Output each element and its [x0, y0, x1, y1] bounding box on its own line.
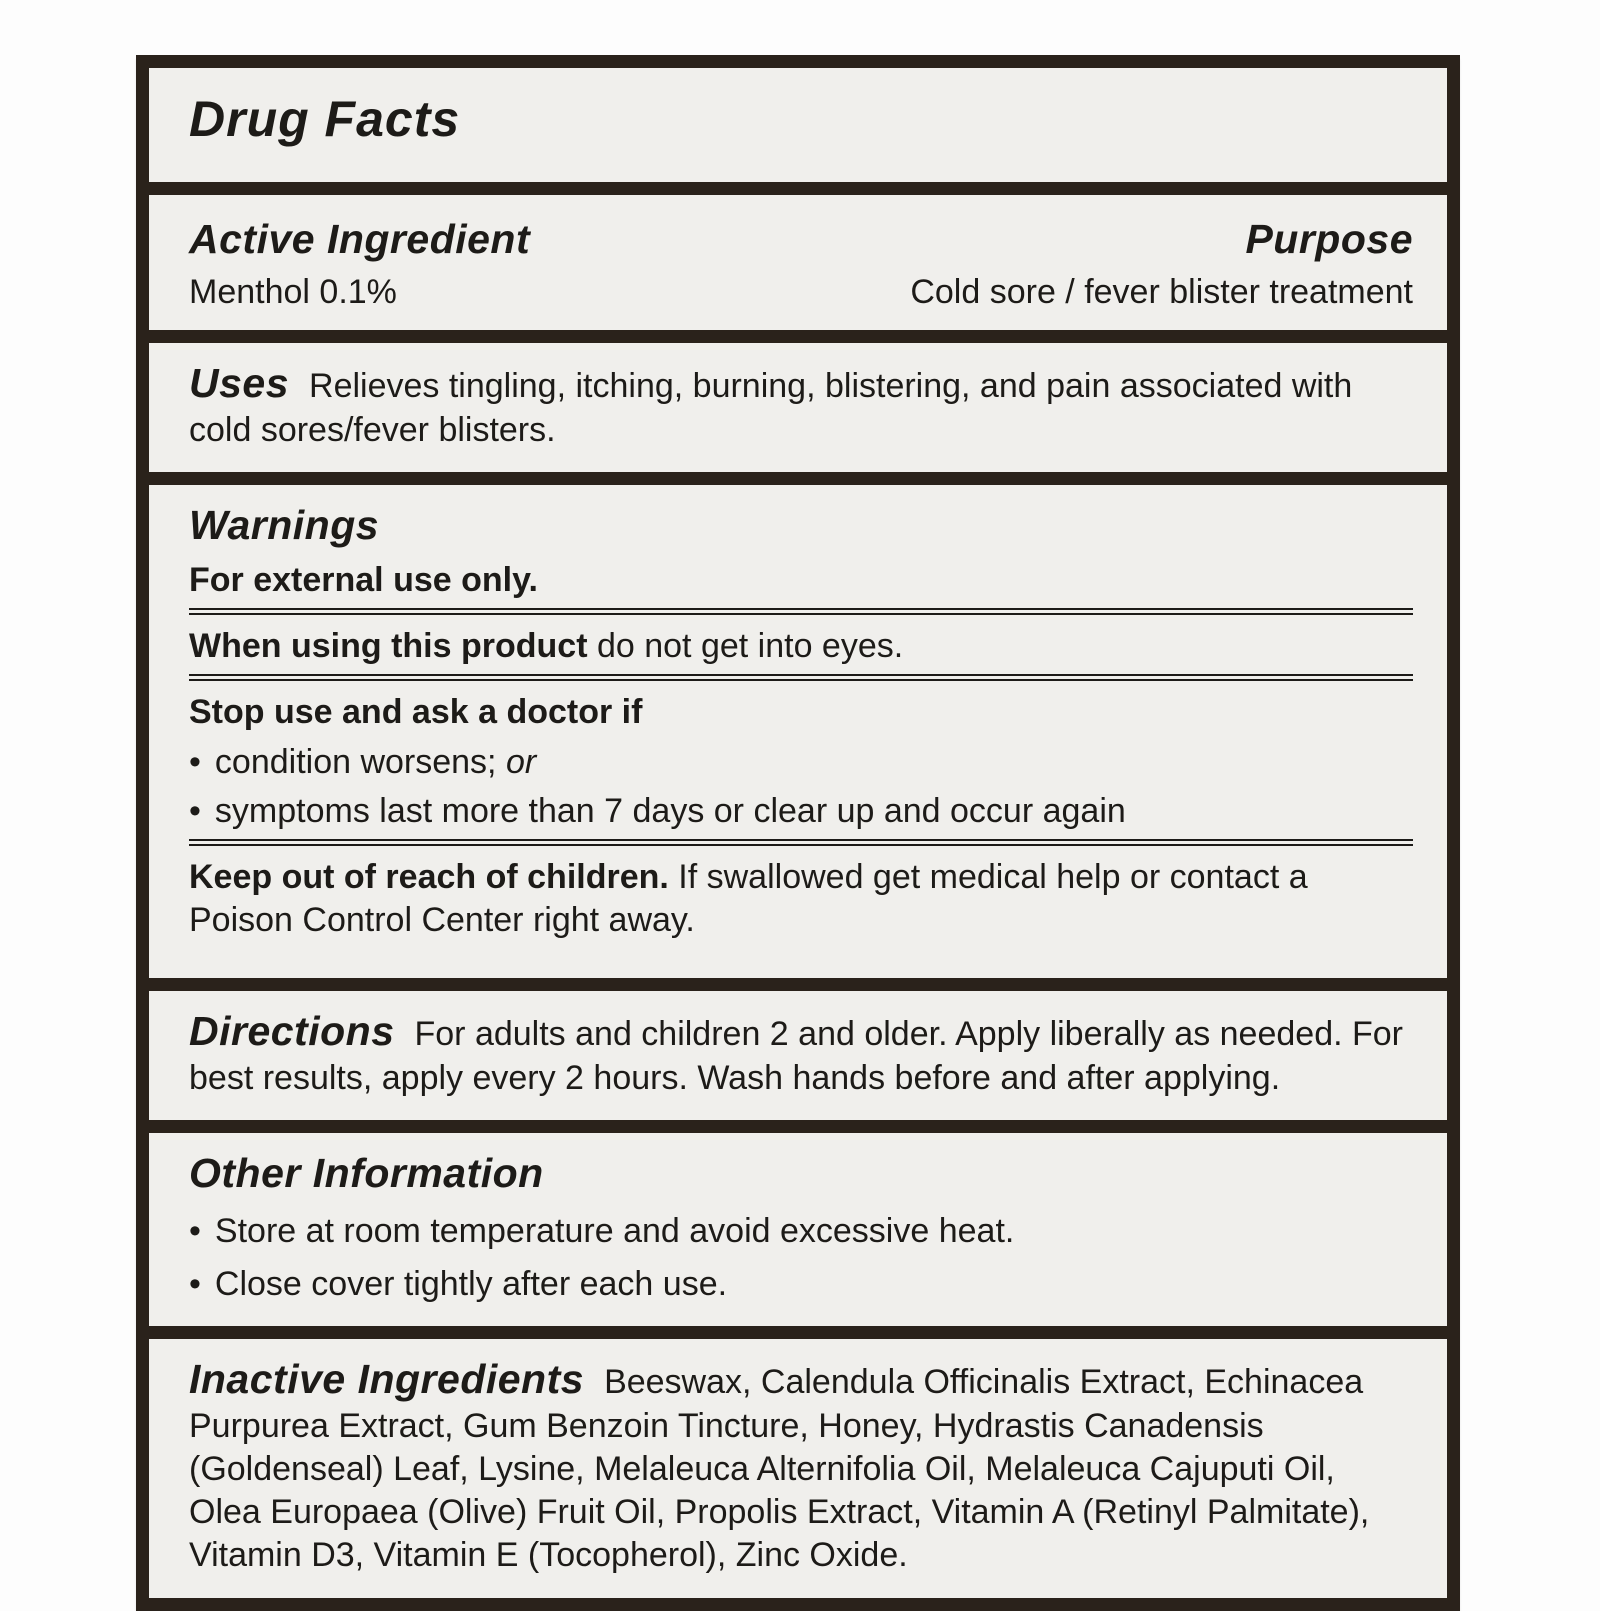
section-uses — [149, 343, 1447, 472]
section-warnings — [149, 485, 1447, 978]
active-ingredient-value: Menthol 0.1% — [189, 272, 397, 311]
inactive-ingredients-text: Beeswax, Calendula Officinalis Extract, Echinacea Purpurea Extract, Gum Benzoin Tincture, Honey, Hydrastis Canadensis (Goldenseal) Leaf, Lysine, Melaleuca Alternifolia Oil, Melaleuca Cajuputi Oil, Olea Europaea (Olive) Fruit Oil, Propolis Extract, Vitamin A (Retinyl Palmitate), Vitamin D3, Vitamin E (Tocopherol), Zinc Oxide. — [189, 1362, 1370, 1575]
purpose-value: Cold sore / fever blister treatment — [910, 272, 1413, 311]
when-using-bold: When using this product — [189, 627, 588, 666]
other-info-bullet-2 — [189, 1263, 1413, 1306]
keep-out-bold: Keep out of reach of children. — [189, 857, 669, 896]
section-active-ingredient — [149, 195, 1447, 330]
inactive-ingredients-heading: Inactive Ingredients — [189, 1355, 585, 1402]
purpose-column — [910, 213, 1413, 314]
bullet-icon: • — [189, 791, 201, 830]
warning-bullet-1 — [189, 741, 1413, 784]
warnings-heading: Warnings — [189, 501, 380, 548]
warning-bullet-2-text: symptoms last more than 7 days or clear up and occur again — [214, 791, 1126, 830]
directions-heading: Directions — [189, 1008, 395, 1055]
external-use-text: For external use only. — [189, 561, 538, 600]
stop-use-heading: Stop use and ask a doctor if — [189, 693, 643, 732]
when-using-rest: do not get into eyes. — [587, 627, 904, 666]
bullet-icon: • — [189, 1211, 201, 1250]
keep-out-rest: If swallowed get medical help or contact a Poison Control Center right away. — [189, 857, 1308, 940]
drug-facts-panel — [136, 55, 1460, 1611]
uses-text: Relieves tingling, itching, burning, blistering, and pain associated with cold sores/fever blisters. — [189, 366, 1353, 449]
bullet-icon: • — [189, 1264, 201, 1303]
warning-bullet-1-text: condition worsens; or — [214, 742, 537, 781]
section-other-information — [149, 1133, 1447, 1325]
section-directions — [149, 991, 1447, 1120]
bullet-icon: • — [189, 742, 201, 781]
section-inactive-ingredients — [149, 1339, 1447, 1598]
directions-text: For adults and children 2 and older. Apply liberally as needed. For best results, apply every 2 hours. Wash hands before and after applying. — [189, 1015, 1403, 1098]
active-ingredient-column — [189, 213, 530, 314]
section-title — [149, 68, 1447, 182]
other-info-bullet-1 — [189, 1210, 1413, 1253]
other-information-heading: Other Information — [189, 1150, 544, 1197]
other-info-bullet-2-text: Close cover tightly after each use. — [214, 1264, 728, 1303]
purpose-heading: Purpose — [1245, 215, 1413, 262]
divider — [189, 608, 1413, 615]
uses-heading: Uses — [189, 359, 290, 406]
divider — [189, 674, 1413, 681]
page-title: Drug Facts — [189, 91, 461, 147]
other-info-bullet-1-text: Store at room temperature and avoid excessive heat. — [214, 1211, 1015, 1250]
divider — [189, 839, 1413, 846]
warning-bullet-2 — [189, 790, 1413, 833]
active-ingredient-heading: Active Ingredient — [189, 215, 531, 262]
warning-external-use — [189, 559, 1413, 948]
